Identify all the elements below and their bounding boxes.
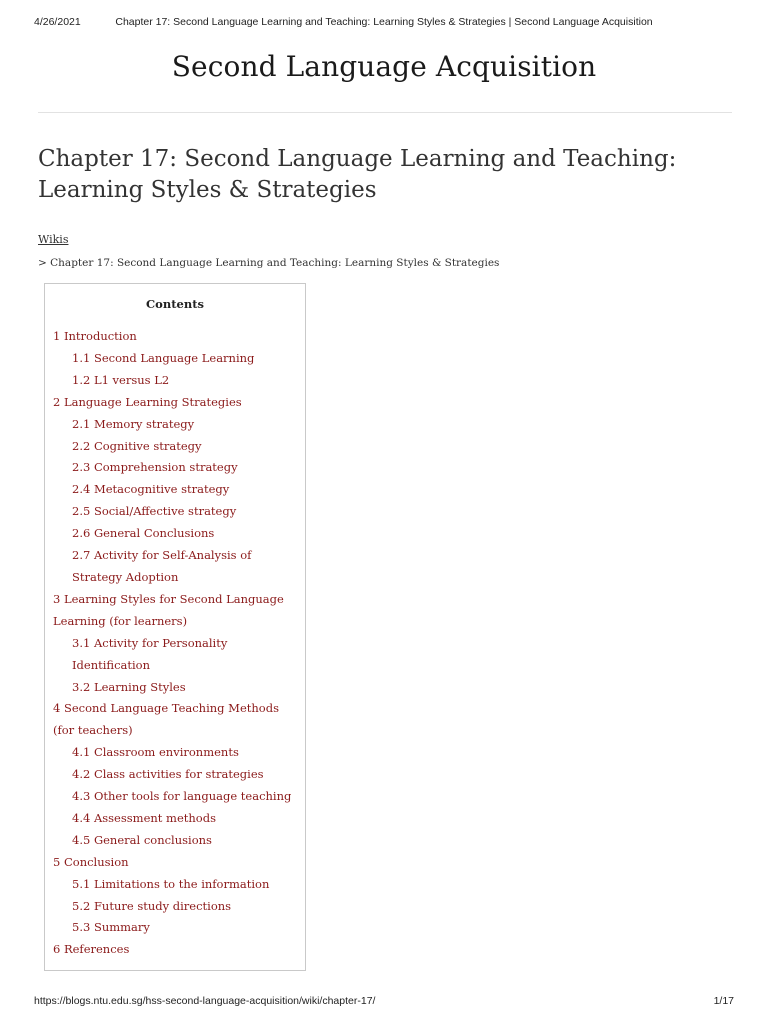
site-title[interactable]: Second Language Acquisition	[171, 50, 597, 83]
toc-item[interactable]: 2 Language Learning Strategies	[53, 394, 242, 409]
toc-item[interactable]: 1.1 Second Language Learning	[72, 350, 255, 365]
toc-item[interactable]: 4.3 Other tools for language teaching	[72, 789, 292, 804]
print-url: https://blogs.ntu.edu.sg/hss-second-language-acquisition/wiki/chapter-17/	[34, 995, 376, 1007]
toc-item[interactable]: 2.1 Memory strategy	[72, 416, 195, 431]
print-page-title: Chapter 17: Second Language Learning and Teaching: Learning Styles & Strategies | Second Language Acquisition	[115, 16, 653, 28]
toc-heading: Contents	[146, 297, 204, 311]
header-divider	[38, 112, 732, 113]
toc-item[interactable]: 5 Conclusion	[53, 854, 129, 869]
print-footer	[34, 995, 734, 1009]
toc-item[interactable]: 5.2 Future study directions	[72, 898, 232, 913]
toc-item[interactable]: 3 Learning Styles for Second Language Learning (for learners)	[53, 591, 284, 628]
breadcrumb-wikis-link[interactable]: Wikis	[38, 233, 69, 246]
toc-item[interactable]: 2.5 Social/Affective strategy	[72, 504, 237, 519]
page-number: 1/17	[713, 995, 734, 1007]
toc-item[interactable]: 3.2 Learning Styles	[72, 679, 186, 694]
print-date: 4/26/2021	[34, 16, 81, 28]
toc-item[interactable]: 5.1 Limitations to the information	[72, 876, 270, 891]
toc-item[interactable]: 1.2 L1 versus L2	[72, 372, 170, 387]
toc-item[interactable]: 4.5 General conclusions	[72, 832, 212, 847]
toc-item[interactable]: 3.1 Activity for Personality Identification	[72, 635, 228, 672]
toc-item[interactable]: 2.3 Comprehension strategy	[72, 460, 238, 475]
toc-item[interactable]: 2.6 General Conclusions	[72, 526, 215, 541]
toc-item[interactable]: 4.2 Class activities for strategies	[72, 767, 264, 782]
toc-item[interactable]: 4 Second Language Teaching Methods (for teachers)	[53, 701, 279, 738]
breadcrumb: > Chapter 17: Second Language Learning and Teaching: Learning Styles & Strategies	[38, 257, 500, 269]
toc-item[interactable]: 4.1 Classroom environments	[72, 745, 239, 760]
table-of-contents	[44, 283, 306, 971]
print-header	[32, 16, 736, 30]
page-title: Chapter 17: Second Language Learning and Teaching: Learning Styles & Strategies	[38, 146, 677, 203]
toc-item[interactable]: 2.4 Metacognitive strategy	[72, 482, 230, 497]
toc-item[interactable]: 6 References	[53, 942, 130, 957]
toc-item[interactable]: 2.2 Cognitive strategy	[72, 438, 202, 453]
toc-list	[53, 326, 299, 961]
toc-item[interactable]: 1 Introduction	[53, 329, 137, 343]
toc-item[interactable]: 5.3 Summary	[72, 920, 150, 935]
toc-item[interactable]: 2.7 Activity for Self-Analysis of Strategy Adoption	[72, 548, 252, 584]
toc-item[interactable]: 4.4 Assessment methods	[72, 810, 216, 825]
